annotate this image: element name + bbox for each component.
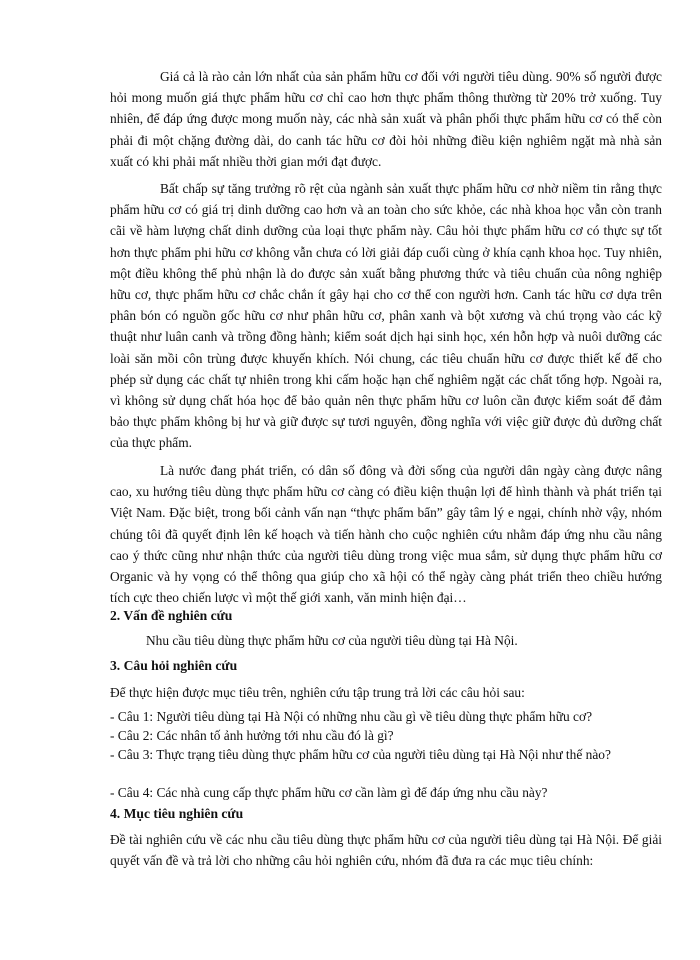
research-question-item: - Câu 4: Các nhà cung cấp thực phẩm hữu cơ cần làm gì để đáp ứng nhu cầu này?: [110, 785, 548, 800]
paragraph-price-barrier: Giá cả là rào cản lớn nhất của sản phẩm hữu cơ đối với người tiêu dùng. 90% số người được hỏi mong muốn giá thực phẩm hữu cơ chỉ cao hơn thực phẩm thông thường từ 20% trở xuống. Tuy nhiên, để đáp ứng được mong muốn này, các nhà sản xuất và phân phối thực phẩm hữu cơ có thể còn phải đi một chặng đường dài, do canh tác hữu cơ đòi hỏi những điều kiện nghiêm ngặt mà nhà sản xuất có khi phải mất nhiều thời gian mới đạt được.: [110, 69, 662, 169]
research-question-item: - Câu 3: Thực trạng tiêu dùng thực phẩm hữu cơ của người tiêu dùng tại Hà Nội như thế nào?: [110, 747, 611, 762]
paragraph-organic-growth: Bất chấp sự tăng trưởng rõ rệt của ngành sản xuất thực phẩm hữu cơ nhờ niềm tin rằng thực phẩm hữu cơ có giá trị dinh dưỡng cao hơn và an toàn cho sức khỏe, các nhà khoa học vẫn còn tranh cãi về hàm lượng chất dinh dưỡng của loại thực phẩm này. Câu hỏi thực phẩm hữu cơ có thực sự tốt hơn thực phẩm phi hữu cơ không vẫn chưa có lời giải đáp cuối cùng ở khía cạnh khoa học. Tuy nhiên, một điều không thể phủ nhận là do được sản xuất bằng phương thức và tiêu chuẩn của nông nghiệp hữu cơ, thực phẩm hữu cơ chắc chắn ít gây hại cho cơ thể con người hơn. Canh tác hữu cơ dựa trên phân bón có nguồn gốc hữu cơ như phân hữu cơ, phân xanh và bột xương và chú trọng vào các kỹ thuật như luân canh và trồng đồng hành; kiểm soát dịch hại sinh học, xén hỗn hợp và nuôi dưỡng các loài săn mồi côn trùng được khuyến khích. Nói chung, các tiêu chuẩn hữu cơ được thiết kế để cho phép sử dụng các chất tự nhiên trong khi cấm hoặc hạn chế nghiêm ngặt các chất tổng hợp. Ngoài ra, vì không sử dụng chất hóa học để bảo quản nên thực phẩm hữu cơ luôn cần được kiểm soát để đảm bảo thực phẩm không bị hư và giữ được sự tươi nguyên, đồng nghĩa với việc giữ được đủ dưỡng chất của thực phẩm.: [110, 181, 662, 451]
paragraph-vietnam-trend: Là nước đang phát triển, có dân số đông và đời sống của người dân ngày càng được nâng cao, xu hướng tiêu dùng thực phẩm hữu cơ càng có điều kiện thuận lợi để hình thành và phát triển tại Việt Nam. Đặc biệt, trong bối cảnh vấn nạn “thực phẩm bẩn” gây tâm lý e ngại, chính nhờ vậy, nhóm chúng tôi đã quyết định lên kế hoạch và tiến hành cho cuộc nghiên cứu nhằm đáp ứng nhu cầu nâng cao ý thức cũng như nhận thức của người tiêu dùng trong việc mua sắm, sử dụng thực phẩm hữu cơ Organic và hy vọng có thể thông qua giúp cho xã hội có thể ngày càng phát triển theo chiều hướng tích cực theo chiến lược vì một thế giới xanh, văn minh hiện đại…: [110, 463, 662, 606]
research-question-item: - Câu 2: Các nhân tố ảnh hưởng tới nhu cầu đó là gì?: [110, 728, 394, 743]
research-question-item: - Câu 1: Người tiêu dùng tại Hà Nội có những nhu cầu gì về tiêu dùng thực phẩm hữu cơ?: [110, 709, 593, 724]
section-heading-research-problem: 2. Vấn đề nghiên cứu: [110, 608, 233, 623]
research-questions-intro: Để thực hiện được mục tiêu trên, nghiên cứu tập trung trả lời các câu hỏi sau:: [110, 685, 525, 700]
section-heading-research-questions: 3. Câu hỏi nghiên cứu: [110, 658, 238, 673]
research-problem-text: Nhu cầu tiêu dùng thực phẩm hữu cơ của người tiêu dùng tại Hà Nội.: [146, 633, 518, 648]
research-objectives-text: Đề tài nghiên cứu về các nhu cầu tiêu dùng thực phẩm hữu cơ của người tiêu dùng tại Hà Nội. Để giải quyết vấn đề và trả lời cho những câu hỏi nghiên cứu, nhóm đã đưa ra các mục tiêu chính:: [110, 832, 662, 869]
section-heading-research-objectives: 4. Mục tiêu nghiên cứu: [110, 806, 244, 821]
